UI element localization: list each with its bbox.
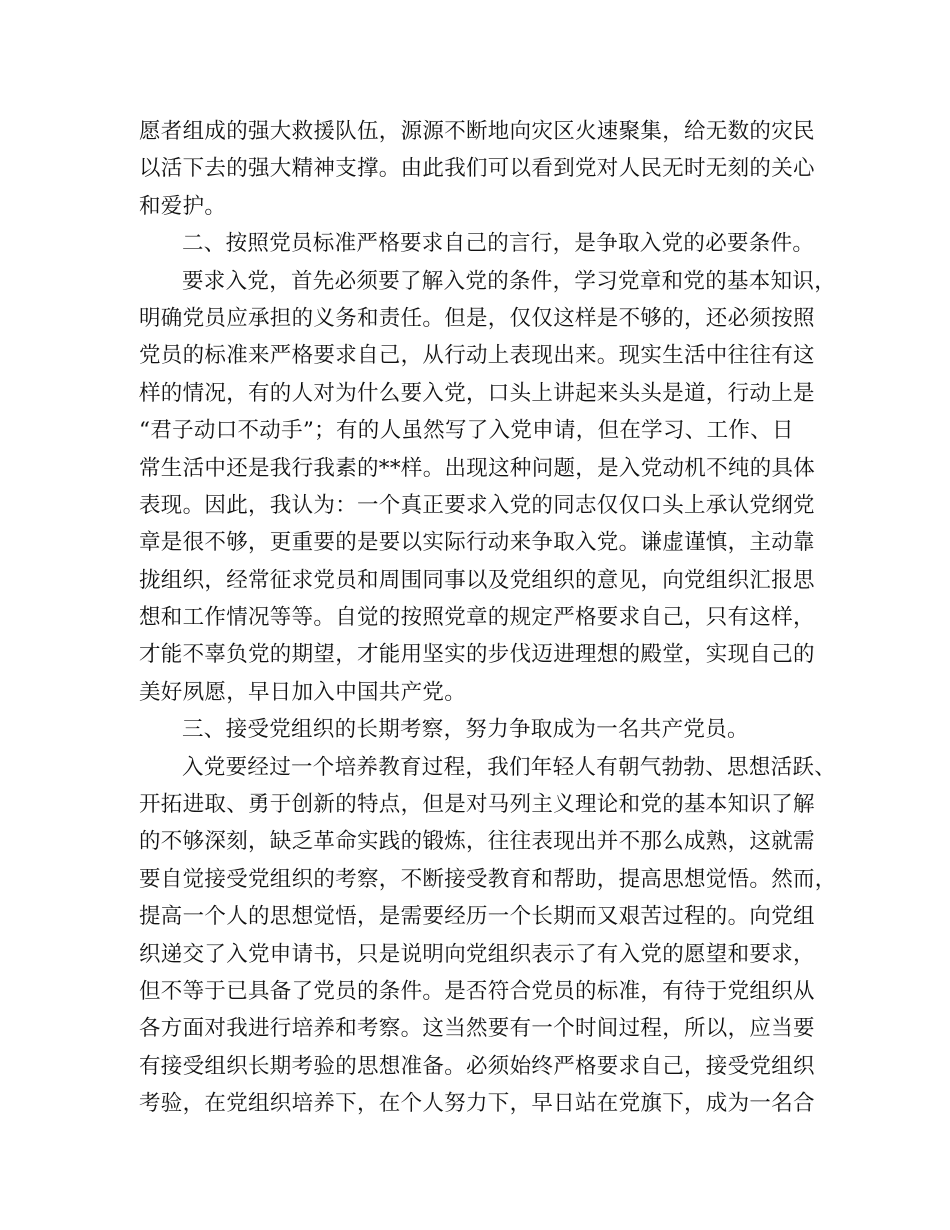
text-line: 但不等于已具备了党员的条件。是否符合党员的标准，有待于党组织从 [139,978,815,1004]
text-line: 要自觉接受党组织的考察，不断接受教育和帮助，提高思想觉悟。然而， [139,866,837,892]
text-line: 愿者组成的强大救援队伍，源源不断地向灾区火速聚集，给无数的灾民 [139,119,815,144]
text-line: 常生活中还是我行我素的**样。出现这种问题，是入党动机不纯的具体 [139,455,816,481]
text-line: 章是很不够，更重要的是要以实际行动来争取入党。谦虚谨慎，主动靠 [139,530,815,556]
text-line: 想和工作情况等等。自觉的按照党章的规定严格要求自己，只有这样， [139,605,815,631]
paragraph-continued [139,113,819,225]
text-line: 以活下去的强大精神支撑。由此我们可以看到党对人民无时无刻的关心 [139,156,815,182]
text-line: 考验，在党组织培养下，在个人努力下，早日站在党旗下，成为一名合 [139,1091,815,1117]
text-line: 拢组织，经常征求党员和周围同事以及党组织的意见，向党组织汇报思 [139,567,815,593]
text-line: 的不够深刻，缺乏革命实践的锻炼，往往表现出并不那么成熟，这就需 [139,829,815,855]
paragraph-2 [139,263,837,712]
text-line: 美好夙愿，早日加入中国共产党。 [139,679,467,705]
text-line: 党员的标准来严格要求自己，从行动上表现出来。现实生活中往往有这 [139,343,815,369]
text-line: 开拓进取、勇于创新的特点，但是对马列主义理论和党的基本知识了解 [139,792,815,818]
text-line: 要求入党，首先必须要了解入党的条件，学习党章和党的基本知识， [182,268,837,294]
text-line: 织递交了入党申请书，只是说明向党组织表示了有入党的愿望和要求， [139,941,815,967]
text-line: 样的情况，有的人对为什么要入党，口头上讲起来头头是道，行动上是 [139,380,815,406]
section-heading-3 [139,711,819,748]
document-body [139,113,837,1123]
paragraph-3 [139,749,837,1123]
text-line: 明确党员应承担的义务和责任。但是，仅仅这样是不够的，还必须按照 [139,305,815,331]
heading-line: 二、按照党员标准严格要求自己的言行，是争取入党的必要条件。 [182,231,815,257]
text-line: 才能不辜负党的期望，才能用坚实的步伐迈进理想的殿堂，实现自己的 [139,642,815,668]
text-line: 和爱护。 [139,193,227,219]
text-line: 表现。因此，我认为：一个真正要求入党的同志仅仅口头上承认党纲党 [139,492,815,518]
text-line: 提高一个人的思想觉悟，是需要经历一个长期而又艰苦过程的。向党组 [139,904,815,930]
text-line: “君子动口不动手”；有的人虽然写了入党申请，但在学习、工作、日 [139,418,794,444]
text-line: 有接受组织长期考验的思想准备。必须始终严格要求自己，接受党组织 [139,1053,815,1079]
section-heading-2 [139,225,819,262]
text-line: 各方面对我进行培养和考察。这当然要有一个时间过程，所以，应当要 [139,1016,815,1042]
text-line: 入党要经过一个培养教育过程，我们年轻人有朝气勃勃、思想活跃、 [182,754,837,780]
heading-line: 三、接受党组织的长期考察，努力争取成为一名共产党员。 [182,717,749,743]
